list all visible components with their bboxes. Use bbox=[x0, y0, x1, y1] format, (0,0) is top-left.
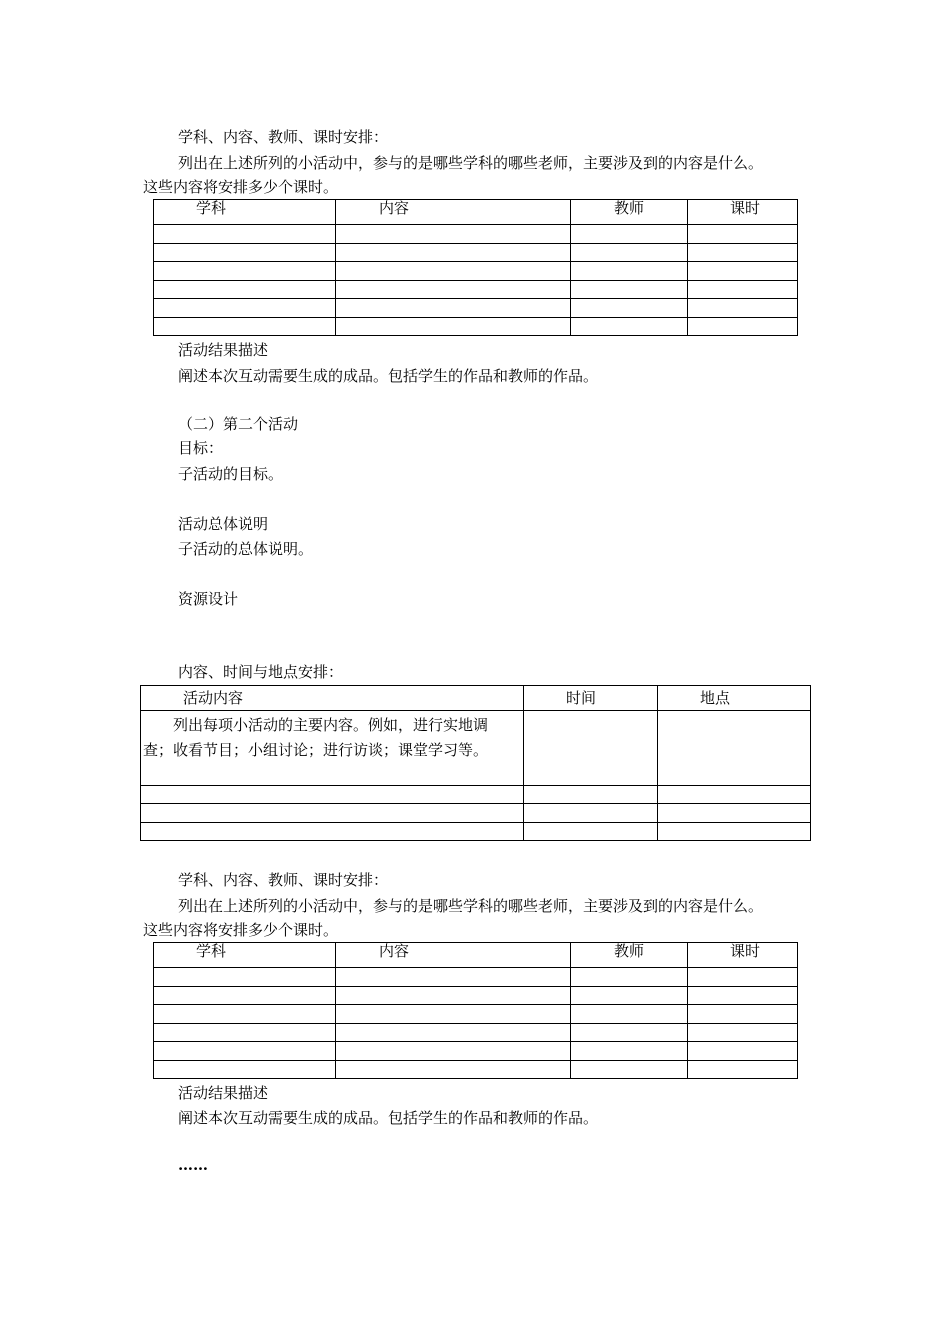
table-row bbox=[141, 786, 811, 804]
result-description-2: 阐述本次互动需要生成的成品。包括学生的作品和教师的作品。 bbox=[178, 1109, 599, 1127]
table-row bbox=[154, 281, 798, 299]
header-activity-content: 活动内容 bbox=[141, 686, 524, 711]
table-row bbox=[154, 987, 798, 1005]
table-row bbox=[154, 968, 798, 987]
table-row bbox=[154, 225, 798, 244]
schedule-description-2-line1: 列出在上述所列的小活动中，参与的是哪些学科的哪些老师，主要涉及到的内容是什么。 bbox=[178, 897, 764, 915]
arrangement-example-text: 列出每项小活动的主要内容。例如，进行实地调查；收看节目；小组讨论；进行访谈；课堂学习等。 bbox=[143, 716, 489, 759]
arrangement-table bbox=[140, 685, 811, 841]
result-heading-2: 活动结果描述 bbox=[178, 1084, 269, 1102]
header-teacher: 教师 bbox=[571, 200, 688, 225]
arrangement-heading: 内容、时间与地点安排： bbox=[178, 663, 344, 681]
header-teacher: 教师 bbox=[571, 943, 688, 968]
resource-label: 资源设计 bbox=[178, 590, 239, 608]
table-row bbox=[154, 1005, 798, 1024]
goal-text: 子活动的目标。 bbox=[178, 465, 284, 483]
result-heading-1: 活动结果描述 bbox=[178, 341, 269, 359]
header-content: 内容 bbox=[336, 943, 571, 968]
schedule-description-2-line2: 这些内容将安排多少个课时。 bbox=[143, 921, 339, 939]
goal-label: 目标： bbox=[178, 439, 224, 457]
overview-text: 子活动的总体说明。 bbox=[178, 540, 314, 558]
table-row bbox=[154, 262, 798, 281]
table-row bbox=[141, 823, 811, 841]
header-subject: 学科 bbox=[154, 943, 336, 968]
header-subject: 学科 bbox=[154, 200, 336, 225]
result-description-1: 阐述本次互动需要生成的成品。包括学生的作品和教师的作品。 bbox=[178, 367, 599, 385]
table-row bbox=[154, 1042, 798, 1061]
schedule-description-1-line2: 这些内容将安排多少个课时。 bbox=[143, 178, 339, 196]
table-row bbox=[154, 299, 798, 318]
schedule-description-1-line1: 列出在上述所列的小活动中，参与的是哪些学科的哪些老师，主要涉及到的内容是什么。 bbox=[178, 154, 764, 172]
header-hours: 课时 bbox=[688, 200, 798, 225]
table-row bbox=[154, 318, 798, 336]
header-hours: 课时 bbox=[688, 943, 798, 968]
header-time: 时间 bbox=[524, 686, 658, 711]
header-content: 内容 bbox=[336, 200, 571, 225]
table-row bbox=[141, 711, 811, 786]
schedule-table-1 bbox=[153, 199, 798, 336]
header-location: 地点 bbox=[658, 686, 811, 711]
ellipsis: …… bbox=[178, 1156, 208, 1174]
section-title: （二）第二个活动 bbox=[178, 415, 299, 433]
schedule-heading-2: 学科、内容、教师、课时安排： bbox=[178, 871, 389, 889]
table-row bbox=[141, 804, 811, 823]
table-row bbox=[154, 1061, 798, 1079]
schedule-heading-1: 学科、内容、教师、课时安排： bbox=[178, 128, 389, 146]
overview-label: 活动总体说明 bbox=[178, 515, 269, 533]
table-row bbox=[154, 244, 798, 262]
schedule-table-2 bbox=[153, 942, 798, 1079]
table-row bbox=[154, 1024, 798, 1042]
